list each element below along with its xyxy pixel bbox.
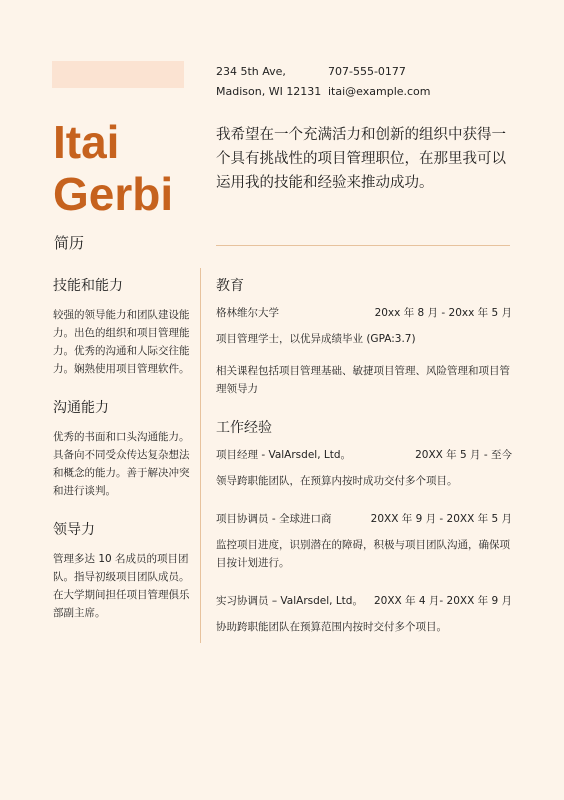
experience-title: 工作经验 — [216, 420, 272, 436]
accent-block — [52, 61, 184, 88]
degree: 项目管理学士，以优异成绩毕业 (GPA:3.7) — [216, 333, 416, 345]
job-item — [216, 592, 512, 636]
right-column — [216, 276, 512, 636]
job-item — [216, 510, 512, 572]
name — [53, 116, 173, 220]
job-header — [216, 510, 512, 528]
job-desc: 监控项目进度，识别潜在的障碍，积极与项目团队沟通，确保项目按计划进行。 — [216, 539, 510, 569]
email: itai@example.com — [328, 85, 431, 98]
communication-title: 沟通能力 — [53, 400, 109, 416]
leadership-section — [53, 520, 191, 622]
job-role: 项目协调员 - 全球进口商 — [216, 513, 332, 525]
education-dates: 20xx 年 8 月 - 20xx 年 5 月 — [374, 307, 512, 319]
job-role: 项目经理 - ValArsdel, Ltd。 — [216, 449, 352, 461]
contact-info — [328, 62, 431, 102]
job-desc: 领导跨职能团队，在预算内按时成功交付多个项目。 — [216, 475, 458, 487]
school: 格林维尔大学 — [216, 307, 279, 319]
communication-section — [53, 398, 191, 500]
column-divider — [200, 268, 201, 643]
communication-text: 优秀的书面和口头沟通能力。具备向不同受众传达复杂想法和概念的能力。善于解决冲突和进行谈判。 — [53, 431, 190, 497]
left-column — [53, 276, 191, 642]
education-row — [216, 304, 512, 322]
skills-title: 技能和能力 — [53, 278, 123, 294]
job-dates: 20XX 年 5 月 - 至今 — [415, 449, 512, 461]
first-name: Itai — [53, 116, 120, 168]
address — [216, 62, 321, 102]
phone: 707-555-0177 — [328, 65, 406, 78]
job-role: 实习协调员 – ValArsdel, Ltd。 — [216, 595, 363, 607]
courses: 相关课程包括项目管理基础、敏捷项目管理、风险管理和项目管理领导力 — [216, 365, 510, 395]
skills-text: 较强的领导能力和团队建设能力。出色的组织和项目管理能力。优秀的沟通和人际交往能力。娴熟使用项目管理软件。 — [53, 309, 190, 375]
doc-label: 简历 — [54, 234, 85, 252]
objective-divider — [216, 245, 510, 246]
skills-section — [53, 276, 191, 378]
address-line-2: Madison, WI 12131 — [216, 85, 322, 98]
job-item — [216, 446, 512, 490]
leadership-title: 领导力 — [53, 522, 95, 538]
leadership-text: 管理多达 10 名成员的项目团队。指导初级项目团队成员。在大学期间担任项目管理俱乐部副主席。 — [53, 553, 190, 619]
education-title: 教育 — [216, 278, 244, 294]
job-header — [216, 446, 512, 464]
job-dates: 20XX 年 4 月- 20XX 年 9 月 — [373, 595, 512, 607]
objective: 我希望在一个充满活力和创新的组织中获得一个具有挑战性的项目管理职位，在那里我可以运用我的技能和经验来推动成功。 — [216, 127, 506, 191]
job-header — [216, 592, 512, 610]
address-line-1: 234 5th Ave, — [216, 65, 286, 78]
job-dates: 20XX 年 9 月 - 20XX 年 5 月 — [370, 513, 512, 525]
job-desc: 协助跨职能团队在预算范围内按时交付多个项目。 — [216, 621, 447, 633]
last-name: Gerbi — [53, 168, 174, 220]
